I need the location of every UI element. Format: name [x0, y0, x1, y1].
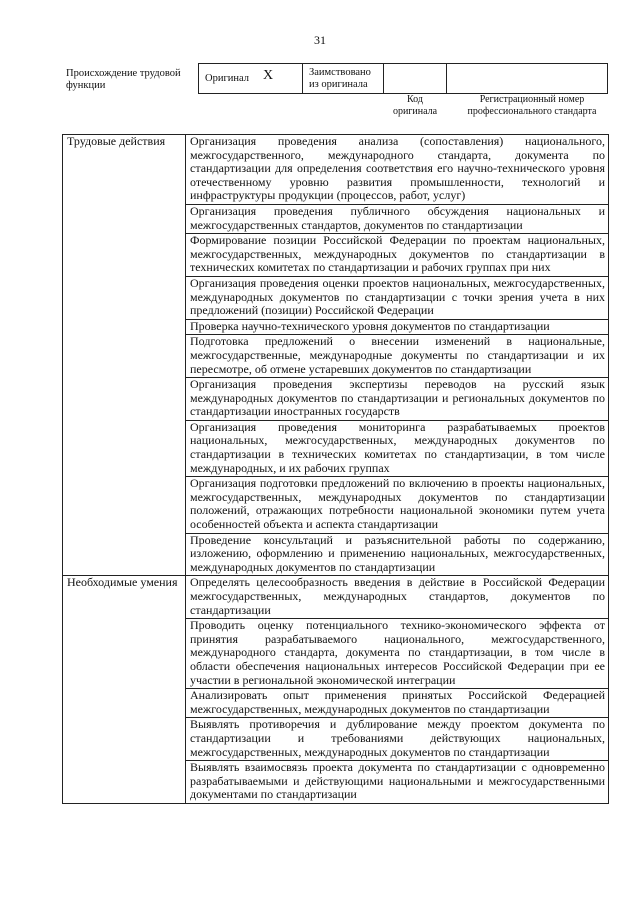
borrowed-label: Заимствовано из оригинала [309, 67, 371, 90]
table-cell-item: Организация проведения оценки проектов национальных, межгосударственных, международных документов по стандартизации с точки зрения учета в них предложений (позиции) Российской Федерации [186, 276, 609, 319]
section-title: Необходимые умения [63, 576, 186, 804]
table-cell-item: Выявлять противоречия и дублирование между проектом документа по стандартизации и требованиями действующих национальных, межгосударственных, международных документов по стандартизации [186, 718, 609, 761]
page-number: 31 [314, 33, 326, 47]
origin-original-cell [198, 63, 302, 94]
table-cell-item: Выявлять взаимосвязь проекта документа по стандартизации с одновременно разрабатываемыми и действующими национальными и межгосударственными документами по стандартизации [186, 761, 609, 804]
original-mark: X [263, 68, 274, 83]
origin-label: Происхождение трудовой функции [66, 68, 181, 91]
table-cell-item: Организация проведения экспертизы переводов на русский язык международных документов по стандартизации и региональных документов по стандартизации иностранных государств [186, 378, 609, 421]
table-cell-item: Организация подготовки предложений по включению в проекты национальных, межгосударственных, международных документов по стандартизации положений, отражающих потребности национальной экономики путем учета особенностей объекта и аспекта стандартизации [186, 477, 609, 533]
origin-code-cell [384, 63, 446, 94]
table-cell-item: Проверка научно-технического уровня документов по стандартизации [186, 319, 609, 335]
original-label: Оригинал [205, 73, 249, 84]
table-cell-item: Формирование позиции Российской Федерации по проектам национальных, межгосударственных, международных документов по стандартизации в технических комитетах по стандартизации и рабочих группах при них [186, 234, 609, 277]
table-row [63, 135, 609, 205]
function-table [62, 134, 609, 804]
table-cell-item: Организация проведения публичного обсуждения национальных и межгосударственных стандартов, документов по стандартизации [186, 204, 609, 233]
origin-reg-cell [446, 63, 608, 94]
table-cell-item: Организация проведения анализа (сопоставления) национального, межгосударственного, международного стандарта, документа по стандартизации для определения соответствия его научно-технического уровня отечественному уровню развития промышленности, технологий и инфраструктуры продукции (процессов, работ, услуг) [186, 135, 609, 205]
table-cell-item: Определять целесообразность введения в действие в Российской Федерации межгосударственных, международных стандартов, документов по стандартизации [186, 576, 609, 619]
table-cell-item: Организация проведения мониторинга разрабатываемых проектов национальных, межгосударственных, международных документов по стандартизации в технических комитетах по стандартизации, в том числе международных, и их рабочих группах [186, 420, 609, 476]
origin-borrowed-cell [302, 63, 384, 94]
table-cell-item: Проводить оценку потенциального технико-экономического эффекта от принятия разрабатываемого национального, межгосударственного, международного стандарта, документа по стандартизации, в том числе в области обеспечения национальных интересов Российской Федерации при ее участии в региональной экономической интеграции [186, 619, 609, 689]
section-title: Трудовые действия [63, 135, 186, 576]
code-label: Код оригинала [392, 94, 438, 117]
table-cell-item: Анализировать опыт применения принятых Российской Федерацией межгосударственных, международных документов по стандартизации [186, 689, 609, 718]
table-cell-item: Проведение консультаций и разъяснительной работы по содержанию, изложению, оформлению и применению национальных, межгосударственных, международных документов по стандартизации [186, 533, 609, 576]
table-cell-item: Подготовка предложений о внесении изменений в национальные, межгосударственные, международные документы по стандартизации и их пересмотре, об отмене устаревших документов по стандартизации [186, 335, 609, 378]
reg-number-label: Регистрационный номер профессионального стандарта [467, 94, 597, 117]
table-row [63, 576, 609, 619]
